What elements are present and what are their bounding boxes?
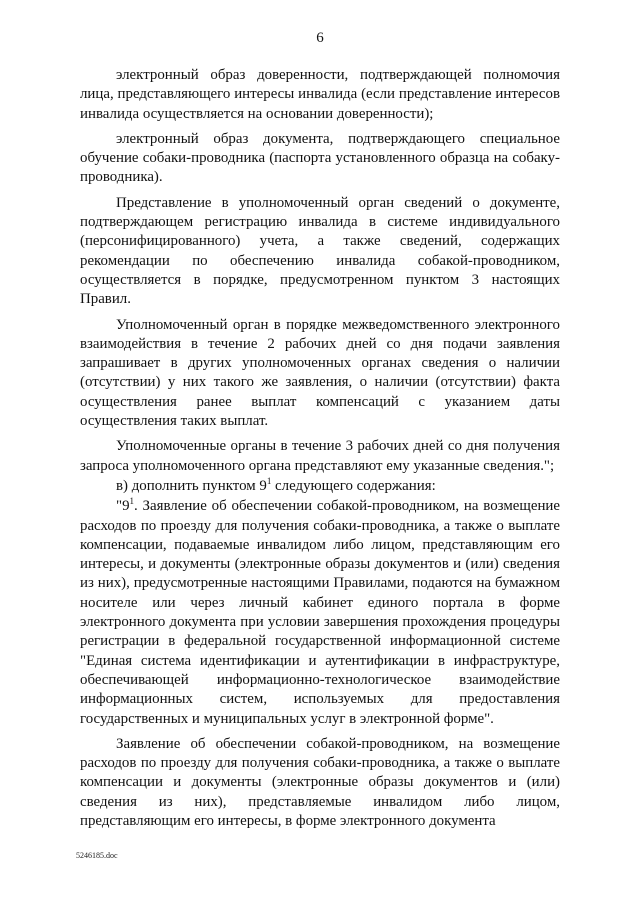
footer-document-code: 5246185.doc	[76, 851, 118, 860]
paragraph-amendment-insert: в) дополнить пунктом $9^1$ следующего содержания:	[116, 475, 436, 494]
paragraph-electronic-application: Заявление об обеспечении собакой-проводником, на возмещение расходов по проезду для получения собаки-проводника, а также о выплате компенсации и документы (электронные образы документов и (или) сведения из них), представляемые инвалидом либо лицом, представляющим его интересы, в форме электронного документа	[80, 735, 560, 829]
paragraph-interagency-request: Уполномоченный орган в порядке межведомственного электронного взаимодействия в течение 2 рабочих дней со дня подачи заявления запрашивает в других уполномоченных органах сведения о наличии (отсутствии) у них такого же заявления, о наличии (отсутствии) факта осуществления ранее выплат компенсаций с указанием даты осуществления таких выплат.	[80, 316, 560, 430]
paragraph-guide-dog-training: электронный образ документа, подтверждающего специальное обучение собаки-проводника (паспорта установленного образца на собаку-проводника).	[80, 130, 560, 186]
page-number: 6	[316, 30, 324, 46]
paragraph-response-deadline: Уполномоченные органы в течение 3 рабочих дней со дня получения запроса уполномоченного органа представляют ему указанные сведения.";	[80, 438, 560, 474]
paragraph-new-clause: "$9^1$. Заявление об обеспечении собакой-проводником, на возмещение расходов по проезду для получения собаки-проводника, а также о выплате компенсации, подаваемые инвалидом либо лицом, представляющим его интересы, и документы (электронные образы документов и (или) сведения из них), предусмотренные настоящими Правилами, подаются на бумажном носителе или через личный кабинет единого портала в форме электронного документа при условии завершения прохождения процедуры регистрации в федеральной государственной информационной системе "Единая система идентификации и аутентификации в инфраструктуре, обеспечивающей информационно-технологическое взаимодействие информационных систем, используемых для предоставления государственных и муниципальных услуг в электронной форме".	[80, 496, 560, 727]
document-body	[80, 66, 560, 837]
paragraph-registration-info: Представление в уполномоченный орган сведений о документе, подтверждающем регистрацию инвалида в системе индивидуального (персонифицированного) учета, а также сведений, содержащих рекомендации по обеспечению инвалида собакой-проводником, осуществляется в порядке, предусмотренном пунктом 3 настоящих Правил.	[80, 194, 560, 308]
paragraph-power-of-attorney: электронный образ доверенности, подтверждающей полномочия лица, представляющего интересы инвалида (если представление интересов инвалида осуществляется на основании доверенности);	[80, 67, 560, 122]
